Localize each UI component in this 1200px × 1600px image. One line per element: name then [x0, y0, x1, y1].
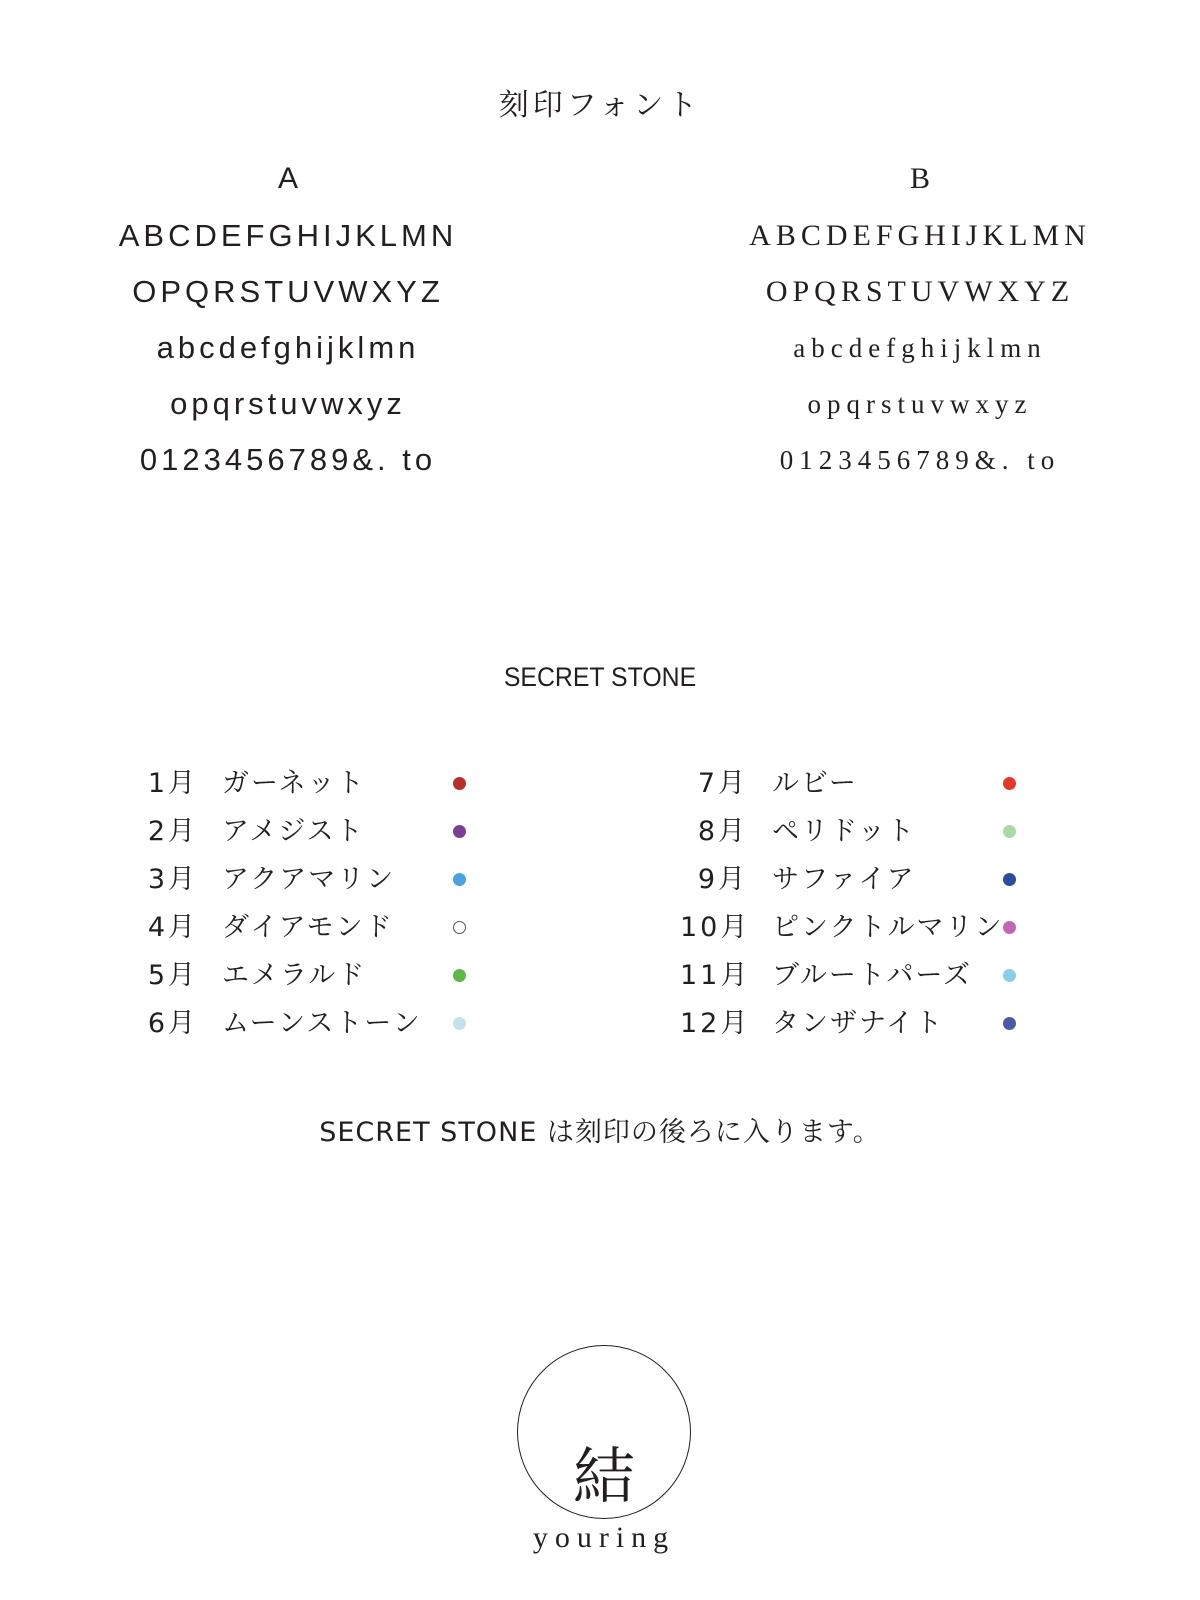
stone-month: 12月	[680, 1008, 751, 1039]
logo-wordmark: youring	[532, 1521, 676, 1554]
font-b-numerals: 0123456789&. to	[779, 445, 1061, 475]
stone-color-dot	[1003, 969, 1016, 982]
stone-row-may	[130, 952, 550, 1000]
stone-row-april	[130, 904, 550, 952]
stone-color-dot	[453, 1017, 466, 1030]
stone-row-june	[130, 1000, 550, 1048]
font-a-uppercase-2: OPQRSTUVWXYZ	[132, 274, 444, 309]
stone-month: 9月	[697, 864, 748, 895]
stone-row-march	[130, 856, 550, 904]
stone-month: 6月	[147, 1008, 198, 1039]
stone-name: エメラルド	[222, 960, 367, 991]
stone-color-dot	[1003, 1017, 1016, 1030]
stone-month: 8月	[697, 816, 748, 847]
stone-color-dot	[1003, 873, 1016, 886]
stone-row-october	[680, 904, 1100, 952]
stone-name: ルビー	[772, 768, 858, 799]
stone-name: ムーンストーン	[222, 1008, 422, 1039]
stone-color-dot	[1003, 777, 1016, 790]
stone-name: アメジスト	[222, 816, 365, 847]
stone-month: 3月	[147, 864, 198, 895]
stone-color-dot	[453, 777, 466, 790]
stone-row-august	[680, 808, 1100, 856]
font-b-label: B	[909, 162, 930, 195]
stone-name: アクアマリン	[222, 864, 396, 895]
stone-row-february	[130, 808, 550, 856]
stone-name: ピンクトルマリン	[772, 912, 1004, 943]
font-a-uppercase-1: ABCDEFGHIJKLMN	[118, 218, 458, 253]
stone-name: タンザナイト	[772, 1008, 945, 1039]
stone-name: ペリドット	[772, 816, 916, 847]
stone-name: サファイア	[772, 864, 916, 895]
font-a-sample	[8, 150, 568, 488]
secret-stone-note: SECRET STONE は刻印の後ろに入ります。	[319, 1117, 881, 1148]
stone-color-dot	[453, 873, 466, 886]
stone-name: ガーネット	[222, 768, 366, 799]
stone-month: 11月	[680, 960, 751, 991]
font-a-numerals: 0123456789&. to	[139, 442, 437, 477]
stone-row-january	[130, 760, 550, 808]
stone-color-dot	[453, 921, 466, 934]
font-b-sample	[640, 150, 1200, 488]
stone-month: 1月	[147, 768, 198, 799]
stone-row-december	[680, 1000, 1100, 1048]
stone-row-july	[680, 760, 1100, 808]
stone-name: ブルートパーズ	[772, 960, 973, 991]
stone-month: 7月	[697, 768, 748, 799]
font-b-uppercase-2: OPQRSTUVWXYZ	[765, 275, 1075, 308]
stone-row-november	[680, 952, 1100, 1000]
font-a-lowercase-2: opqrstuvwxyz	[170, 386, 406, 421]
font-a-label: A	[277, 162, 298, 195]
font-b-uppercase-1: ABCDEFGHIJKLMN	[749, 219, 1091, 252]
secret-stone-title: SECRET STONE	[503, 662, 697, 692]
stone-month: 10月	[680, 912, 751, 943]
stone-month: 5月	[147, 960, 198, 991]
stone-color-dot	[453, 825, 466, 838]
stone-name: ダイアモンド	[222, 912, 394, 943]
font-b-lowercase-2: opqrstuvwxyz	[807, 389, 1033, 419]
engraving-font-title: 刻印フォント	[498, 88, 702, 123]
font-a-lowercase-1: abcdefghijklmn	[156, 330, 420, 365]
stone-color-dot	[1003, 825, 1016, 838]
logo-mark: 結	[572, 1440, 635, 1513]
stone-month: 2月	[147, 816, 198, 847]
stone-color-dot	[1003, 921, 1016, 934]
font-b-lowercase-1: abcdefghijklmn	[793, 333, 1047, 363]
stone-list-right	[680, 760, 1100, 1048]
stone-color-dot	[453, 969, 466, 982]
stone-list-left	[130, 760, 550, 1048]
stone-month: 4月	[147, 912, 198, 943]
stone-row-september	[680, 856, 1100, 904]
